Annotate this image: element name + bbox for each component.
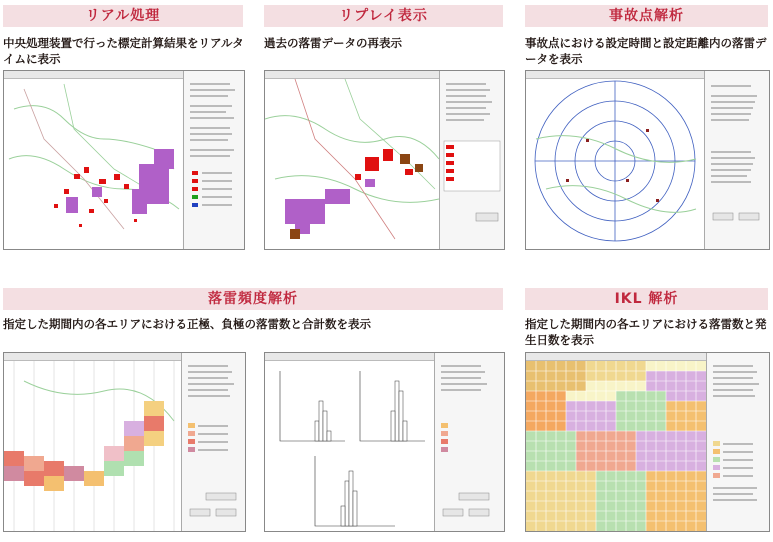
- header-frequency: 落雷頻度解析: [3, 288, 503, 310]
- frequency-legend: [182, 353, 245, 523]
- realtime-map: [4, 79, 182, 249]
- histogram-side-panel: [434, 353, 504, 531]
- ikl-grid-map: [526, 361, 706, 531]
- realtime-side-panel: [183, 71, 244, 249]
- header-accident-point: 事故点解析: [525, 5, 768, 27]
- accident-info: [705, 71, 769, 241]
- ikl-side-panel: [706, 353, 769, 531]
- header-ikl: IKL 解析: [525, 288, 768, 310]
- desc-accident-point: 事故点における設定時間と設定距離内の落雷データを表示: [525, 36, 767, 66]
- frequency-grid-map: [4, 361, 182, 531]
- ikl-legend: [707, 353, 769, 523]
- header-realtime: リアル処理: [3, 5, 243, 27]
- desc-realtime: 中央処理装置で行った標定計算結果をリアルタイムに表示: [3, 36, 244, 66]
- histogram-info: [435, 353, 504, 523]
- replay-map: [265, 79, 439, 249]
- realtime-legend: [184, 71, 244, 241]
- screenshot-realtime: [3, 70, 245, 250]
- desc-ikl: 指定した期間内の各エリアにおける落雷数と発生日数を表示: [525, 317, 767, 347]
- screenshot-frequency-histogram: [264, 352, 505, 532]
- frequency-side-panel: [181, 353, 245, 531]
- screenshot-ikl: [525, 352, 770, 532]
- screenshot-replay: [264, 70, 505, 250]
- replay-legend: [440, 71, 504, 241]
- header-replay: リプレイ表示: [264, 5, 503, 27]
- replay-side-panel: [439, 71, 504, 249]
- accident-side-panel: [704, 71, 769, 249]
- desc-frequency: 指定した期間内の各エリアにおける正極、負極の落雷数と合計数を表示: [3, 317, 371, 331]
- desc-replay: 過去の落雷データの再表示: [264, 36, 402, 50]
- frequency-histograms: [265, 361, 435, 531]
- screenshot-frequency-map: [3, 352, 246, 532]
- screenshot-accident-point: [525, 70, 770, 250]
- accident-radar-map: [526, 79, 704, 249]
